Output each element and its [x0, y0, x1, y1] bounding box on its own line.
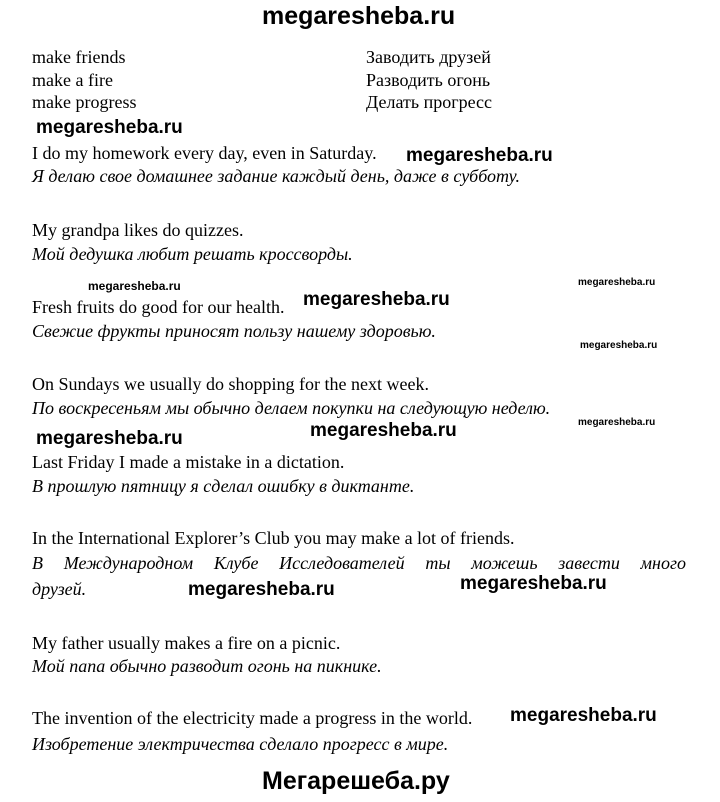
sentence-ru: Изобретение электричества сделало прогресс в мире.	[32, 734, 449, 754]
phrase-en: make a fire	[32, 70, 113, 90]
watermark: megaresheba.ru	[406, 145, 553, 166]
watermark: megaresheba.ru	[36, 428, 183, 449]
watermark: megaresheba.ru	[88, 279, 181, 293]
watermark: megaresheba.ru	[510, 705, 657, 726]
sentence-ru: В прошлую пятницу я сделал ошибку в диктанте.	[32, 476, 415, 496]
phrase-ru: Разводить огонь	[366, 70, 491, 90]
page-footer-site: Мегарешеба.ру	[262, 767, 450, 795]
sentence-en: My grandpa likes do quizzes.	[32, 220, 244, 240]
phrase-ru: Заводить друзей	[366, 47, 491, 67]
watermark: megaresheba.ru	[303, 289, 450, 310]
sentence-ru: Свежие фрукты приносят пользу нашему здоровью.	[32, 321, 436, 341]
sentence-en: My father usually makes a fire on a picnic.	[32, 633, 341, 653]
sentence-ru: Я делаю свое домашнее задание каждый день, даже в субботу.	[32, 166, 520, 186]
phrase-en: make progress	[32, 92, 137, 112]
watermark: megaresheba.ru	[188, 579, 335, 600]
watermark: megaresheba.ru	[578, 277, 656, 288]
watermark: megaresheba.ru	[36, 117, 183, 138]
sentence-en: On Sundays we usually do shopping for the next week.	[32, 374, 429, 394]
sentence-en: I do my homework every day, even in Saturday.	[32, 143, 377, 163]
sentence-ru: Мой дедушка любит решать кроссворды.	[32, 244, 353, 264]
sentence-en: Fresh fruits do good for our health.	[32, 297, 285, 317]
sentence-ru: друзей.	[32, 579, 87, 599]
sentence-ru: Мой папа обычно разводит огонь на пикнике.	[32, 656, 382, 676]
sentence-en: The invention of the electricity made a progress in the world.	[32, 708, 473, 728]
watermark: megaresheba.ru	[578, 417, 656, 428]
page-header-site: megaresheba.ru	[262, 2, 456, 30]
sentence-ru: В Международном Клубе Исследователей ты можешь завести много	[32, 553, 686, 573]
phrase-en: make friends	[32, 47, 126, 67]
sentence-en: In the International Explorer’s Club you may make a lot of friends.	[32, 528, 515, 548]
watermark: megaresheba.ru	[460, 573, 607, 594]
sentence-en: Last Friday I made a mistake in a dictation.	[32, 452, 345, 472]
phrase-ru: Делать прогресс	[366, 92, 492, 112]
sentence-ru: По воскресеньям мы обычно делаем покупки на следующую неделю.	[32, 398, 551, 418]
watermark: megaresheba.ru	[310, 420, 457, 441]
watermark: megaresheba.ru	[580, 340, 658, 351]
